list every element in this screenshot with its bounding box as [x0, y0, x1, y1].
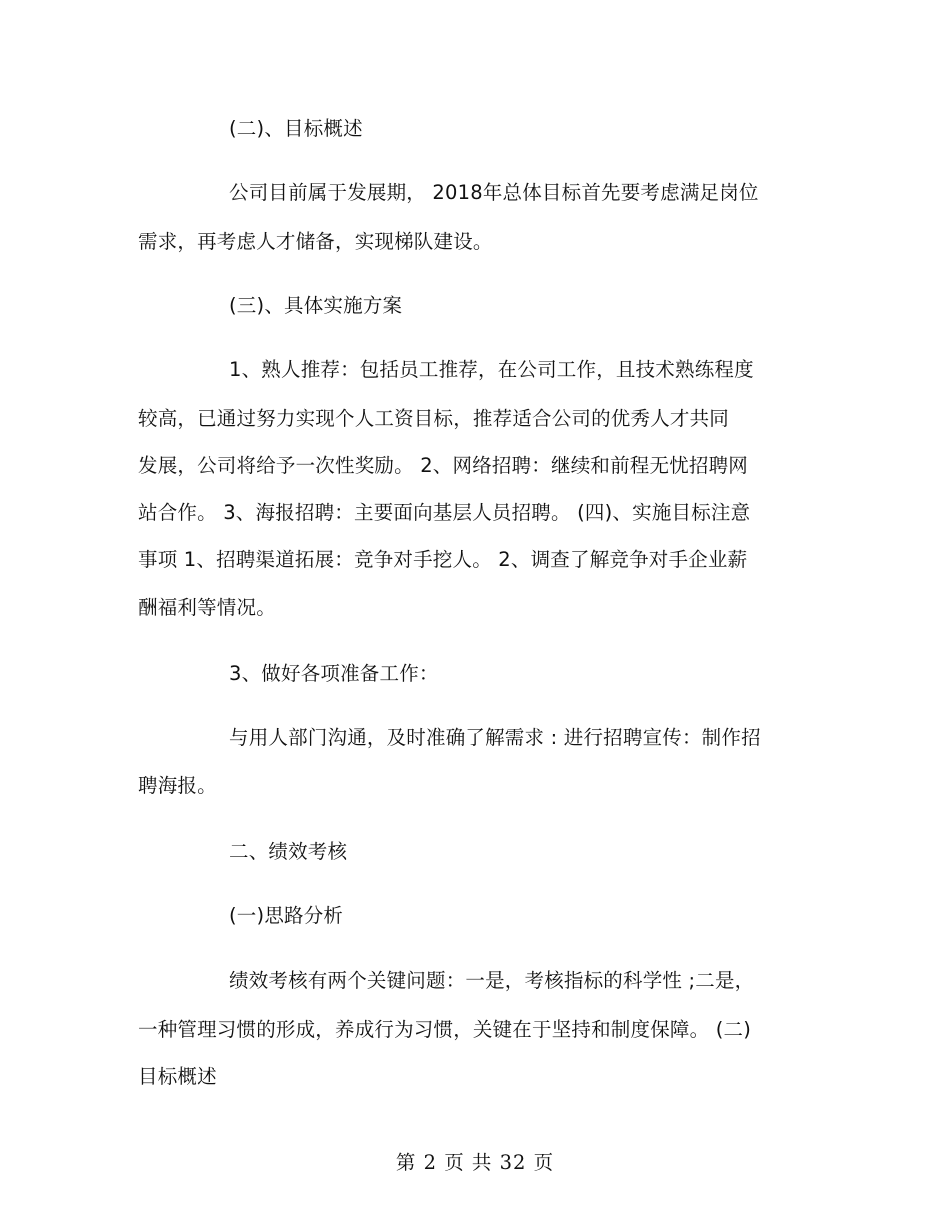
- paragraph-line: 绩效考核有两个关键问题：一是，考核指标的科学性 ;二是，: [229, 969, 755, 992]
- paragraph-line: 3、做好各项准备工作：: [229, 662, 439, 685]
- paragraph-line: 目标概述: [138, 1065, 217, 1088]
- paragraph-line: 与用人部门沟通，及时准确了解需求 : 进行招聘宣传：制作招: [229, 726, 761, 749]
- paragraph-line: 聘海报。: [138, 774, 217, 797]
- paragraph-line: 公司目前属于发展期， 2018年总体目标首先要考虑满足岗位: [229, 181, 759, 204]
- section-heading-implementation-plan: (三)、具体实施方案: [229, 294, 403, 317]
- paragraph-line: 1、熟人推荐：包括员工推荐，在公司工作，且技术熟练程度: [229, 358, 754, 381]
- paragraph-line: 站合作。 3、海报招聘：主要面向基层人员招聘。 (四)、实施目标注意: [138, 501, 751, 524]
- paragraph-line: 事项 1、招聘渠道拓展：竞争对手挖人。 2、调查了解竞争对手企业薪: [138, 548, 748, 571]
- section-heading-performance-appraisal: 二、绩效考核: [229, 840, 348, 863]
- paragraph-line: 一种管理习惯的形成，养成行为习惯，关键在于坚持和制度保障。 (二): [138, 1018, 752, 1041]
- page-number-footer: 第 2 页 共 32 页: [395, 1151, 555, 1174]
- paragraph-line: 发展，公司将给予一次性奖励。 2、网络招聘：继续和前程无忧招聘网: [138, 454, 749, 477]
- section-heading-objective-overview: (二)、目标概述: [229, 117, 363, 140]
- paragraph-line: 较高，已通过努力实现个人工资目标，推荐适合公司的优秀人才共同: [138, 407, 730, 430]
- paragraph-line: 需求，再考虑人才储备，实现梯队建设。: [138, 230, 493, 253]
- section-heading-analysis: (一)思路分析: [229, 904, 344, 927]
- paragraph-line: 酬福利等情况。: [138, 596, 276, 619]
